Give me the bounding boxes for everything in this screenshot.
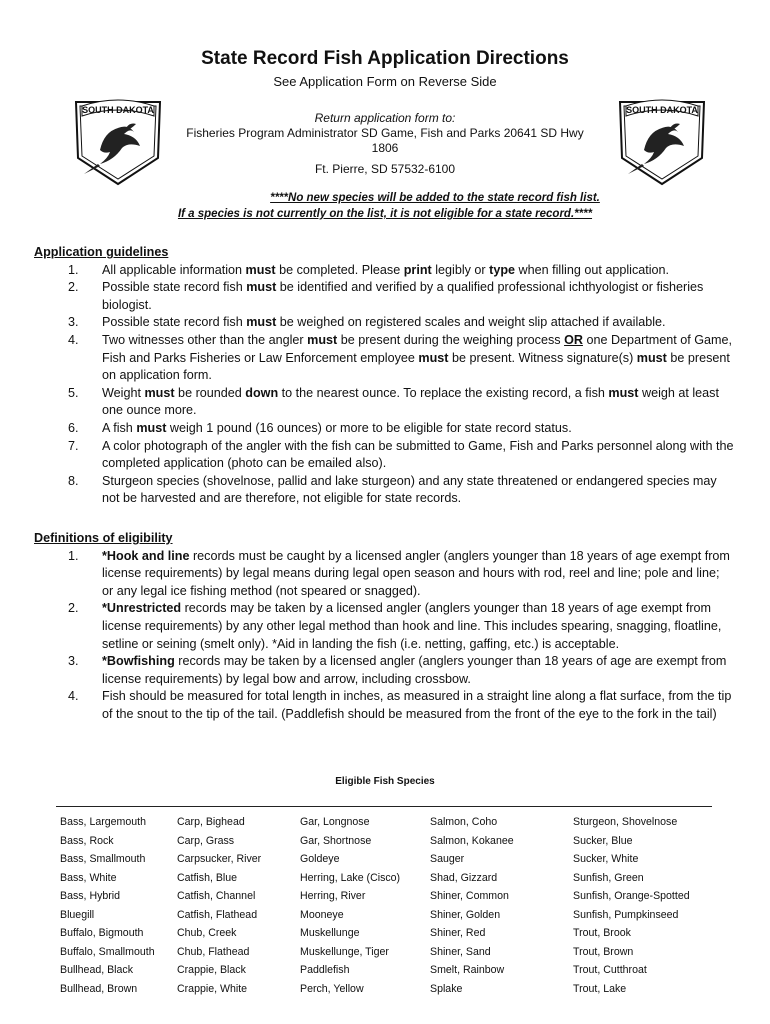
notice-line-1: ****No new species will be added to the state record fish list. (270, 192, 600, 204)
item-text: Sturgeon species (shovelnose, pallid and lake sturgeon) and any state threatened or endangered species may not be harvested and are therefore, not eligible for state records. (102, 473, 717, 506)
guideline-item (34, 332, 734, 385)
item-number: 3. (68, 315, 79, 330)
mailing-city: Ft. Pierre, SD 57532-6100 (314, 162, 456, 176)
species-name: Shiner, Sand (430, 945, 491, 958)
mailing-address: Fisheries Program Administrator SD Game, Fish and Parks 20641 SD Hwy 1806 (186, 126, 584, 155)
species-column (177, 814, 261, 999)
species-name: Splake (430, 982, 463, 995)
guidelines-list (34, 262, 734, 508)
species-name: Sturgeon, Shovelnose (573, 816, 678, 828)
species-name: Sunfish, Pumpkinseed (573, 908, 679, 921)
species-name: Shiner, Golden (430, 908, 501, 921)
guideline-item (34, 438, 734, 473)
species-name: Perch, Yellow (300, 982, 364, 995)
species-column (60, 814, 155, 999)
species-name: Trout, Cutthroat (573, 964, 647, 976)
item-number: 4. (68, 689, 79, 704)
item-text: *Unrestricted records may be taken by a licensed angler (anglers younger than 18 years of age exempt from license requirements) by any other legal method than hook and line. This includes spearing, snagging, floatline, setline or seining (smelt only). *Aid in landing the fish (i.e. netting, gaffing, etc.) is acceptable. (102, 601, 722, 651)
guideline-item (34, 385, 734, 420)
item-text: A color photograph of the angler with the fish can be submitted to Game, Fish and Parks personnel along with the completed application (photo can be emailed also). (102, 438, 734, 471)
species-column (300, 814, 400, 999)
definition-item (34, 548, 734, 601)
guideline-item (34, 279, 734, 314)
species-name: Herring, River (300, 890, 366, 902)
item-number: 2. (68, 280, 79, 295)
item-number: 3. (68, 654, 79, 669)
item-text: Weight must be rounded down to the nearest ounce. To replace the existing record, a fish must weigh at least one ounce more. (102, 385, 719, 418)
species-name: Herring, Lake (Cisco) (300, 871, 401, 884)
item-number: 4. (68, 332, 79, 347)
item-text: Two witnesses other than the angler must be present during the weighing process OR one Department of Game, Fish and Parks Fisheries or Law Enforcement employee must be present. Witness signature(s) must be present on application form. (102, 332, 733, 383)
definition-item (34, 688, 734, 723)
species-name: Sunfish, Green (573, 871, 644, 884)
species-name: Sauger (430, 853, 465, 865)
species-name: Salmon, Coho (430, 816, 498, 828)
species-name: Catfish, Channel (177, 890, 256, 902)
definitions-title: Definitions of eligibility (34, 531, 173, 545)
svg-text:SOUTH DAKOTA: SOUTH DAKOTA (626, 105, 698, 115)
guideline-item (34, 262, 734, 280)
species-name: Shiner, Common (430, 890, 509, 902)
item-text: All applicable information must be completed. Please print legibly or type when filling out application. (102, 262, 670, 277)
species-name: Bass, Rock (60, 834, 114, 847)
species-name: Mooneye (300, 908, 344, 921)
item-text: *Bowfishing records may be taken by a licensed angler (anglers younger than 18 years of age are exempt from license requirements) by legal bow and arrow, including crossbow. (102, 654, 727, 686)
eligibility-definitions (34, 530, 734, 724)
species-name: Carpsucker, River (177, 853, 262, 865)
return-label: Return application form to: (314, 111, 456, 125)
item-number: 6. (68, 420, 79, 435)
species-name: Bass, White (60, 871, 117, 884)
item-number: 2. (68, 601, 79, 616)
species-name: Trout, Brown (573, 945, 634, 958)
guideline-item (34, 473, 734, 508)
item-text: Possible state record fish must be identified and verified by a qualified professional ichthyologist or fisheries biologist. (102, 280, 704, 312)
item-number: 8. (68, 473, 79, 488)
species-name: Bullhead, Brown (60, 982, 138, 995)
species-column (430, 814, 514, 999)
table-divider (56, 806, 712, 807)
definition-item (34, 600, 734, 653)
species-name: Buffalo, Bigmouth (60, 927, 144, 939)
species-name: Carp, Bighead (177, 816, 245, 828)
item-text: Fish should be measured for total length in inches, as measured in a straight line along a flat surface, from the tip of the snout to the tip of the tail. (Paddlefish should be measured from the front of the eye to the fork in the tail) (102, 689, 732, 721)
species-name: Crappie, Black (177, 964, 246, 976)
species-name: Muskellunge (300, 927, 360, 939)
species-name: Shad, Gizzard (430, 871, 498, 884)
species-name: Carp, Grass (177, 834, 235, 847)
species-name: Gar, Shortnose (300, 834, 372, 847)
species-name: Trout, Brook (573, 927, 631, 939)
species-name: Bass, Largemouth (60, 816, 146, 828)
item-number: 5. (68, 385, 79, 400)
species-name: Chub, Flathead (177, 945, 250, 958)
species-name: Smelt, Rainbow (430, 964, 505, 976)
species-table-title: Eligible Fish Species (335, 776, 435, 787)
species-name: Trout, Lake (573, 982, 627, 995)
species-name: Salmon, Kokanee (430, 834, 514, 847)
species-name: Bass, Hybrid (60, 890, 121, 902)
species-name: Gar, Longnose (300, 816, 370, 828)
species-name: Muskellunge, Tiger (300, 945, 389, 958)
notice-line-2: If a species is not currently on the list, it is not eligible for a state record.**** (177, 208, 593, 220)
item-number: 1. (68, 262, 79, 277)
species-name: Bullhead, Black (60, 964, 134, 976)
item-text: *Hook and line records must be caught by a licensed angler (anglers younger than 18 years of age exempt from license requirements) by legal means during legal open season and hours with rod, reel and line; pole and line; or any legal ice fishing method (not speared or snagged). (102, 548, 730, 598)
species-name: Shiner, Red (430, 927, 486, 939)
species-name: Bluegill (60, 908, 95, 921)
definition-item (34, 653, 734, 688)
item-number: 7. (68, 438, 79, 453)
page-title: State Record Fish Application Directions (201, 48, 569, 69)
species-name: Buffalo, Smallmouth (60, 945, 155, 958)
species-name: Sunfish, Orange-Spotted (573, 890, 690, 902)
page-subtitle: See Application Form on Reverse Side (273, 74, 497, 89)
item-number: 1. (68, 548, 79, 563)
species-column (573, 814, 690, 999)
species-name: Chub, Creek (177, 927, 237, 939)
species-name: Catfish, Blue (177, 871, 238, 884)
svg-text:SOUTH DAKOTA: SOUTH DAKOTA (82, 105, 154, 115)
guideline-item (34, 420, 734, 438)
guideline-item (34, 314, 734, 332)
species-name: Bass, Smallmouth (60, 853, 146, 865)
species-name: Sucker, White (573, 853, 639, 865)
species-name: Crappie, White (177, 982, 248, 995)
species-name: Sucker, Blue (573, 834, 633, 847)
item-text: Possible state record fish must be weighed on registered scales and weight slip attached if available. (102, 315, 666, 330)
item-text: A fish must weigh 1 pound (16 ounces) or more to be eligible for state record status. (102, 420, 572, 435)
application-guidelines (34, 244, 734, 508)
species-name: Goldeye (300, 853, 340, 865)
guidelines-title: Application guidelines (34, 245, 169, 259)
definitions-list (34, 548, 734, 724)
species-name: Paddlefish (300, 964, 350, 976)
species-name: Catfish, Flathead (177, 908, 258, 921)
